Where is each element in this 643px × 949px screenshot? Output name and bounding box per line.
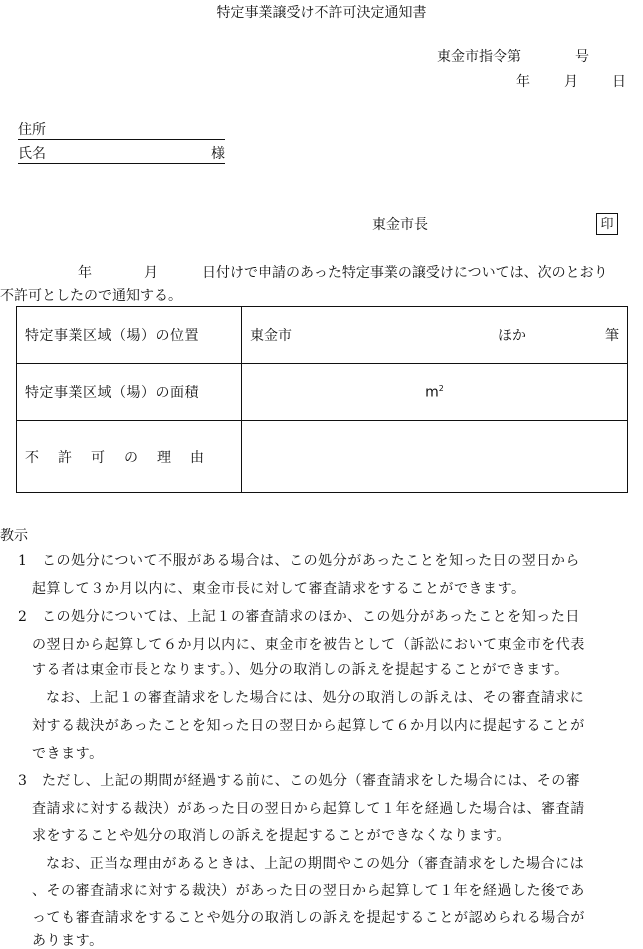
- notice-heading: 教示: [0, 528, 28, 544]
- table-row-location: [17, 307, 628, 364]
- location-hoka: ほか: [498, 328, 526, 344]
- location-hitsu: 筆: [605, 328, 619, 344]
- table-row-reason: [17, 421, 628, 493]
- issue-date: [516, 75, 626, 89]
- value-area: [242, 364, 628, 421]
- notice-line: 2 この処分については、上記１の審査請求のほか、この処分があったことを知った日: [18, 609, 580, 625]
- notice-line: 1 この処分について不服がある場合は、この処分があったことを知った日の翌日から: [18, 553, 580, 569]
- date-year: 年: [516, 74, 530, 90]
- notice-line: っても審査請求をすることや処分の取消しの訴えを提起することが認められる場合が: [32, 910, 585, 926]
- label-location: 特定事業区域（場）の位置: [17, 307, 242, 364]
- table-row-area: [17, 364, 628, 421]
- notice-line: 対する裁決があったことを知った日の翌日から起算して６か月以内に提起することが: [32, 718, 585, 734]
- notice-line: する者は東金市長となります。）、処分の取消しの訴えを提起することができます。: [32, 662, 569, 678]
- value-location: [242, 307, 628, 364]
- notice-line: 、その審査請求に対する裁決）があった日の翌日から起算して１年を経過した後であ: [32, 883, 585, 899]
- date-month: 月: [564, 74, 578, 90]
- details-table: [16, 306, 628, 493]
- label-reason: 不許可の理由: [17, 421, 242, 493]
- intro-line-1-text: 日付けで申請のあった特定事業の譲受けについては、次のとおり: [202, 265, 608, 281]
- notice-line: あります。: [32, 933, 104, 949]
- value-reason: [242, 421, 628, 493]
- document-number-suffix: 号: [575, 49, 589, 65]
- intro-year: 年: [78, 265, 92, 281]
- intro-line-1: [78, 266, 608, 280]
- notice-line: の翌日から起算して６か月以内に、東金市を被告として（訴訟において東金市を代表: [32, 637, 585, 653]
- notice-line: なお、正当な理由があるときは、上記の期間やこの処分（審査請求をした場合には: [46, 856, 585, 872]
- location-city: 東金市: [250, 328, 292, 344]
- document-number: [437, 50, 589, 64]
- notice-line: 3 ただし、上記の期間が経過する前に、この処分（審査請求をした場合には、その審: [18, 773, 581, 789]
- intro-month: 月: [144, 265, 158, 281]
- recipient-name-line: [18, 147, 225, 164]
- honorific: 様: [211, 146, 225, 162]
- notice-line: 起算して３か月以内に、東金市長に対して審査請求をすることができます。: [32, 581, 526, 597]
- issuer-title: 東金市長: [372, 217, 428, 233]
- name-label: 氏名: [18, 146, 46, 162]
- address-label: 住所: [18, 122, 46, 138]
- notice-line: 査請求に対する裁決）があった日の翌日から起算して１年を経過した場合は、審査請: [32, 801, 585, 817]
- notice-line: 求をすることや処分の取消しの訴えを提起することができなくなります。: [32, 828, 512, 844]
- seal-mark: 印: [596, 213, 618, 235]
- intro-line-2: 不許可としたので通知する。: [0, 288, 182, 304]
- document-title: 特定事業譲受け不許可決定通知書: [216, 5, 427, 21]
- notice-line: できます。: [32, 746, 104, 762]
- area-unit: m: [425, 384, 439, 401]
- document-number-prefix: 東金市指令第: [437, 49, 521, 65]
- area-unit-sup: 2: [438, 383, 444, 393]
- recipient-address-line: [18, 123, 225, 140]
- date-day: 日: [612, 74, 626, 90]
- label-area: 特定事業区域（場）の面積: [17, 364, 242, 421]
- notice-line: なお、上記１の審査請求をした場合には、処分の取消しの訴えは、その審査請求に: [46, 690, 585, 706]
